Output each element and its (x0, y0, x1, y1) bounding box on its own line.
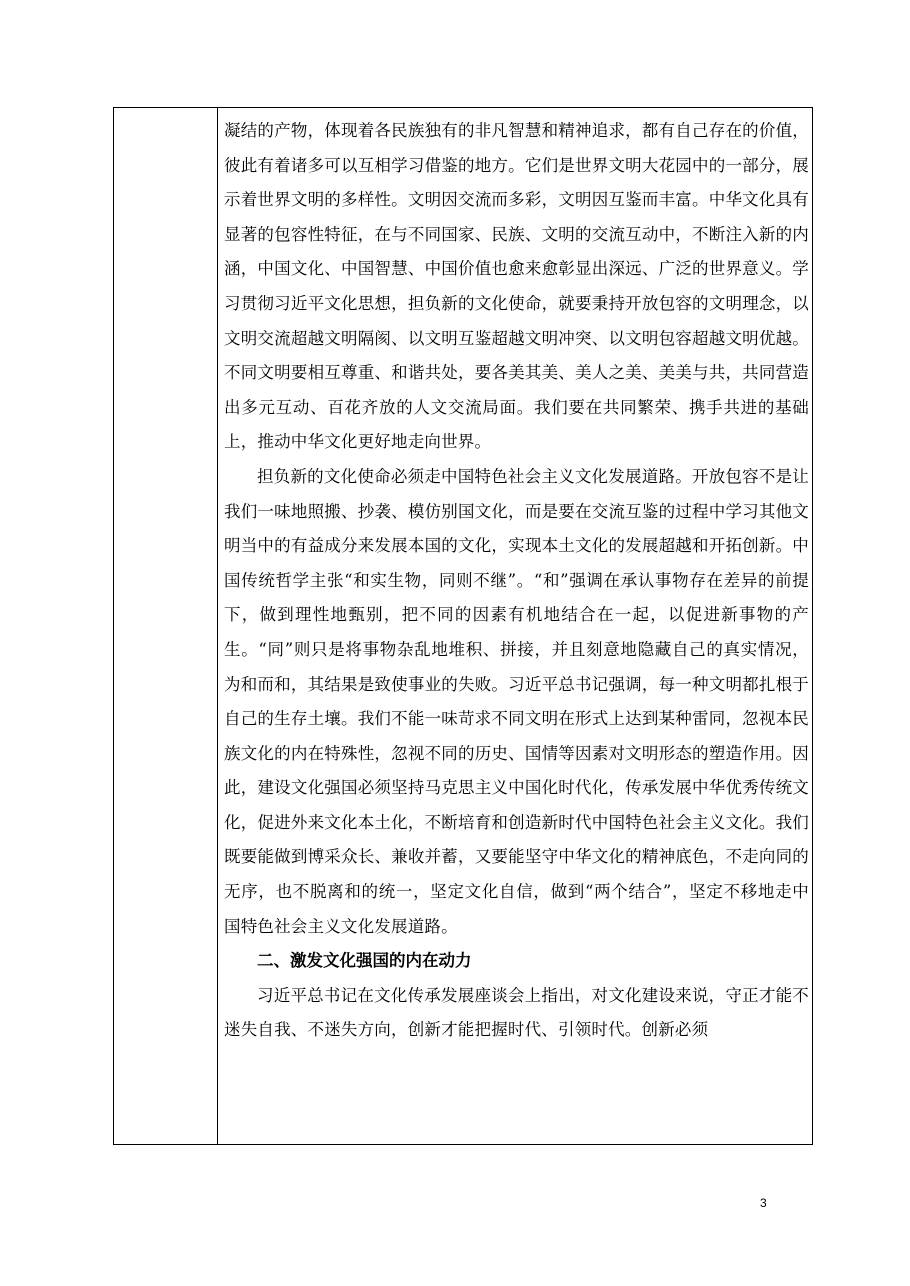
table-left-cell (114, 108, 218, 1144)
page-number: 3 (760, 1196, 767, 1210)
table-right-cell (218, 108, 812, 1144)
paragraph-1: 凝结的产物，体现着各民族独有的非凡智慧和精神追求，都有自己存在的价值，彼此有着诸多可以互相学习借鉴的地方。它们是世界文明大花园中的一部分，展示着世界文明的多样性。文明因交流而多彩，文明因互鉴而丰富。中华文化具有显著的包容性特征，在与不同国家、民族、文明的交流互动中，不断注入新的内涵，中国文化、中国智慧、中国价值也愈来愈彰显出深远、广泛的世界意义。学习贯彻习近平文化思想，担负新的文化使命，就要秉持开放包容的文明理念，以文明交流超越文明隔阂、以文明互鉴超越文明冲突、以文明包容超越文明优越。不同文明要相互尊重、和谐共处，要各美其美、美人之美、美美与共，共同营造出多元互动、百花齐放的人文交流局面。我们要在共同繁荣、携手共进的基础上，推动中华文化更好地走向世界。 (224, 121, 809, 452)
content-table (113, 107, 813, 1145)
paragraph-2: 担负新的文化使命必须走中国特色社会主义文化发展道路。开放包容不是让我们一味地照搬、抄袭、模仿别国文化，而是要在交流互鉴的过程中学习其他文明当中的有益成分来发展本国的文化，实现本土文化的发展超越和开拓创新。中国传统哲学主张“和实生物，同则不继”。“和”强调在承认事物存在差异的前提下，做到理性地甄别，把不同的因素有机地结合在一起，以促进新事物的产生。“同”则只是将事物杂乱地堆积、拼接，并且刻意地隐藏自己的真实情况，为和而和，其结果是致使事业的失败。习近平总书记强调，每一种文明都扎根于自己的生存土壤。我们不能一味苛求不同文明在形式上达到某种雷同，忽视本民族文化的内在特殊性，忽视不同的历史、国情等因素对文明形态的塑造作用。因此，建设文化强国必须坚持马克思主义中国化时代化，传承发展中华优秀传统文化，促进外来文化本土化，不断培育和创造新时代中国特色社会主义文化。我们既要能做到博采众长、兼收并蓄，又要能坚守中华文化的精神底色，不走向同的无序，也不脱离和的统一，坚定文化自信，做到“两个结合”，坚定不移地走中国特色社会主义文化发展道路。 (224, 466, 809, 936)
section-heading: 二、激发文化强国的内在动力 (257, 951, 472, 971)
paragraph-3: 习近平总书记在文化传承发展座谈会上指出，对文化建设来说，守正才能不迷失自我、不迷失方向，创新才能把握时代、引领时代。创新必须 (224, 985, 809, 1040)
